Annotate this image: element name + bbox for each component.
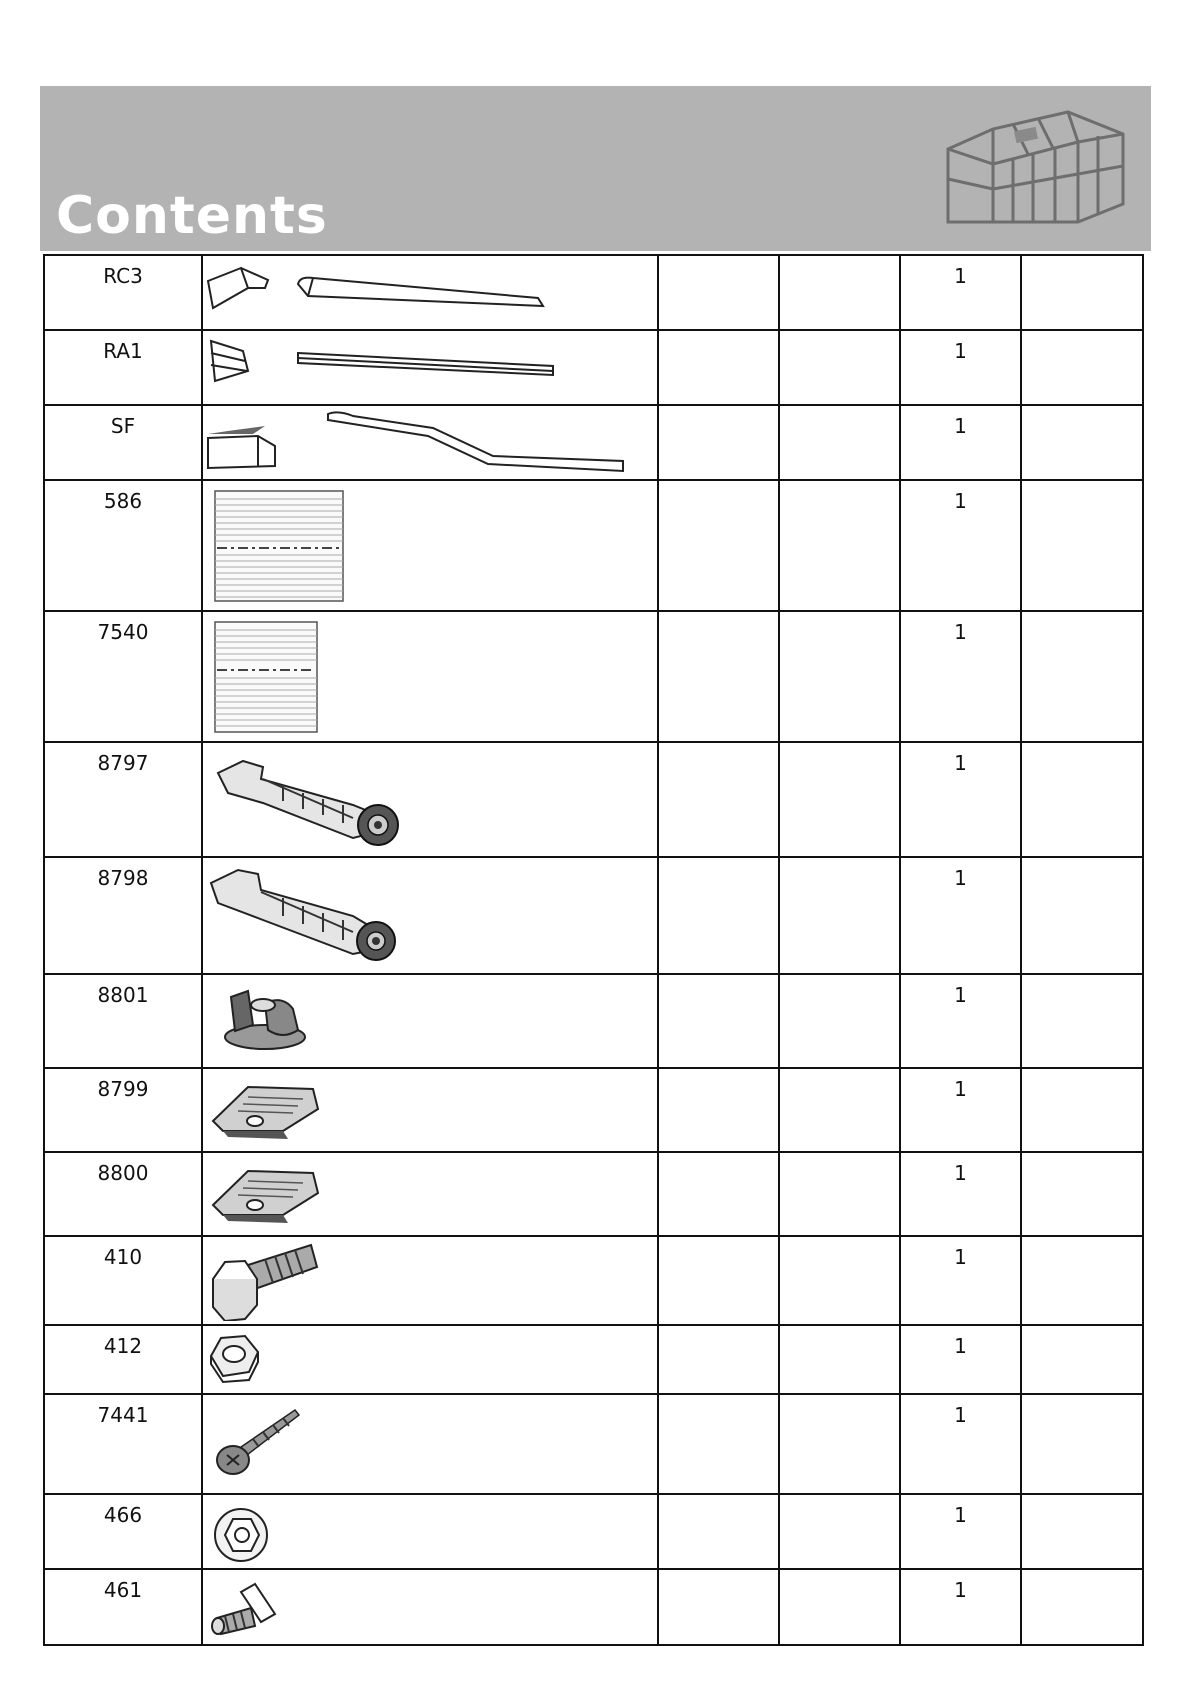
quantity: 1 [900, 255, 1021, 330]
part-code: 586 [44, 480, 202, 611]
quantity: 1 [900, 1569, 1021, 1645]
greenhouse-icon [943, 104, 1133, 226]
part-code: 8799 [44, 1068, 202, 1152]
quantity: 1 [900, 1236, 1021, 1325]
screw-icon [203, 1395, 659, 1490]
foam-strip-icon [203, 406, 659, 476]
polycarbonate-panel-small-icon [203, 612, 659, 737]
quantity: 1 [900, 742, 1021, 857]
part-code: 8800 [44, 1152, 202, 1236]
table-row [44, 1569, 1143, 1645]
table-row [44, 1152, 1143, 1236]
parts-table [43, 254, 1144, 1646]
quantity: 1 [900, 1152, 1021, 1236]
quantity: 1 [900, 1068, 1021, 1152]
table-row [44, 974, 1143, 1068]
part-code: 8801 [44, 974, 202, 1068]
quantity: 1 [900, 405, 1021, 480]
part-code: 8797 [44, 742, 202, 857]
window-arm-left-icon [203, 743, 659, 853]
table-row [44, 857, 1143, 974]
part-code: 8798 [44, 857, 202, 974]
quantity: 1 [900, 1325, 1021, 1394]
quantity: 1 [900, 1394, 1021, 1494]
table-row [44, 480, 1143, 611]
table-row [44, 1394, 1143, 1494]
slide-bracket-icon [203, 1069, 659, 1149]
part-code: 412 [44, 1325, 202, 1394]
quantity: 1 [900, 611, 1021, 742]
quantity: 1 [900, 1494, 1021, 1569]
quantity: 1 [900, 857, 1021, 974]
table-row [44, 255, 1143, 330]
table-row [44, 1325, 1143, 1394]
window-arm-right-icon [203, 858, 659, 968]
knob-icon [203, 975, 659, 1063]
part-code: 410 [44, 1236, 202, 1325]
ridge-cap-profile-icon [203, 256, 659, 326]
table-row [44, 1068, 1143, 1152]
table-row [44, 405, 1143, 480]
quantity: 1 [900, 330, 1021, 405]
table-row [44, 330, 1143, 405]
quantity: 1 [900, 974, 1021, 1068]
part-code: 461 [44, 1569, 202, 1645]
ridge-adapter-profile-icon [203, 331, 659, 401]
part-code: 7540 [44, 611, 202, 742]
part-code: 7441 [44, 1394, 202, 1494]
part-code: RA1 [44, 330, 202, 405]
header-banner [40, 86, 1151, 251]
page-title: Contents [56, 186, 328, 246]
table-row [44, 611, 1143, 742]
bolt-icon [203, 1237, 659, 1321]
table-row [44, 1236, 1143, 1325]
table-row [44, 1494, 1143, 1569]
table-row [44, 742, 1143, 857]
quantity: 1 [900, 480, 1021, 611]
hex-nut-icon [203, 1326, 659, 1390]
flange-nut-icon [203, 1495, 659, 1565]
part-code: 466 [44, 1494, 202, 1569]
part-code: SF [44, 405, 202, 480]
t-bolt-icon [203, 1570, 659, 1642]
part-code: RC3 [44, 255, 202, 330]
polycarbonate-panel-icon [203, 481, 659, 606]
slide-bracket-icon [203, 1153, 659, 1233]
